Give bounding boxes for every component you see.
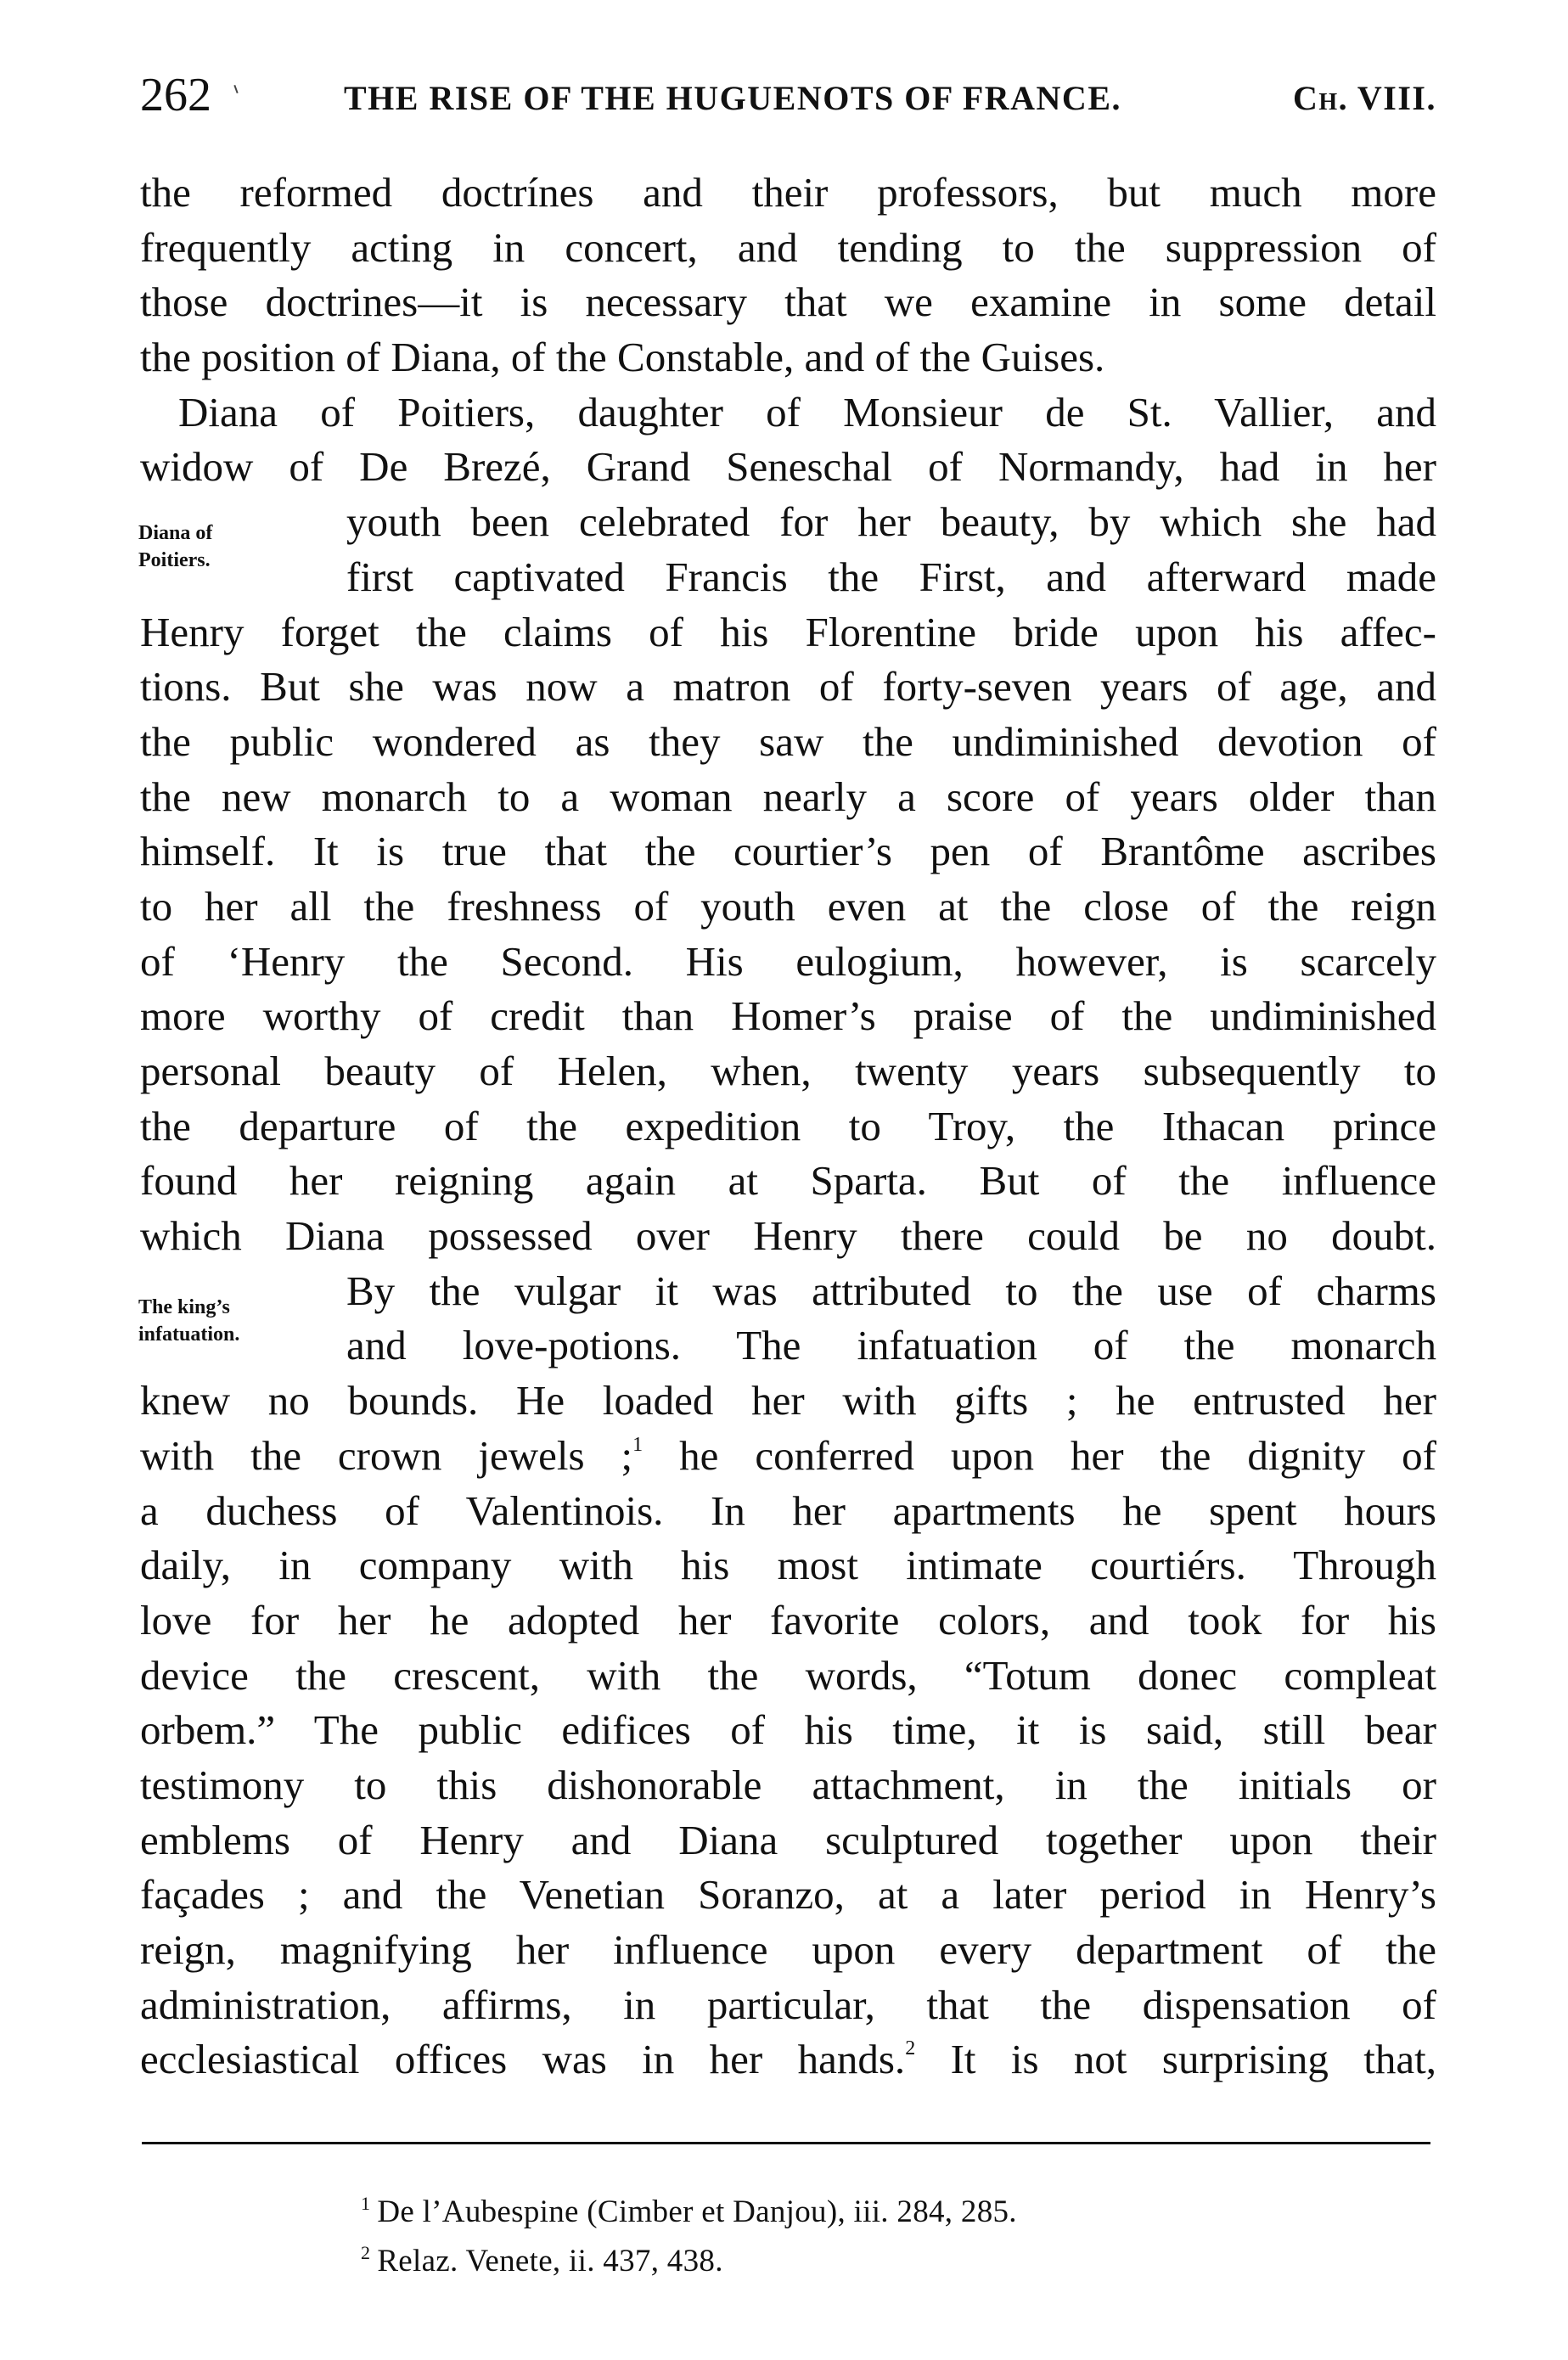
page-number: 262 bbox=[140, 69, 211, 121]
footnote-ref-1[interactable]: 1 bbox=[632, 1433, 643, 1456]
text-line: administration, affirms, in particular, that the dispensation of bbox=[140, 1981, 1436, 2028]
text-line: himself. It is true that the courtier’s pen of Brantôme ascribes bbox=[140, 828, 1436, 875]
body-text bbox=[140, 166, 1436, 2087]
text-line: daily, in company with his most intimate courtiérs. Through bbox=[140, 1542, 1436, 1589]
text-line: to her all the freshness of youth even at the close of the reign bbox=[140, 882, 1436, 930]
footnote-ref-2[interactable]: 2 bbox=[905, 2037, 916, 2060]
running-head-title: THE RISE OF THE HUGUENOTS OF FRANCE. bbox=[344, 79, 1121, 117]
text-line-with-footnote-ref: ecclesiastical offices was in her hands.$^2$ It is not surprising that, bbox=[140, 2036, 1436, 2083]
text-line: orbem.” The public edifices of his time, it is said, still bear bbox=[140, 1706, 1436, 1754]
footnote-1 bbox=[361, 2183, 1017, 2233]
sidenote-line: Diana of bbox=[138, 522, 213, 544]
text-line: found her reigning again at Sparta. But of the influence bbox=[140, 1157, 1436, 1205]
print-speck bbox=[233, 85, 238, 93]
sidenote-line: The king’s bbox=[138, 1296, 230, 1318]
text-line: device the crescent, with the words, “Totum donec compleat bbox=[140, 1651, 1436, 1699]
text-line: a duchess of Valentinois. In her apartments he spent hours bbox=[140, 1486, 1436, 1534]
text-line: first captivated Francis the First, and afterward made bbox=[346, 553, 1436, 600]
sidenote-line: infatuation. bbox=[138, 1323, 240, 1346]
text-line: personal beauty of Helen, when, twenty years subsequently to bbox=[140, 1048, 1436, 1094]
footnote-text: De l’Aubespine (Cimber et Danjou), iii. 284, 285. bbox=[377, 2194, 1017, 2229]
running-head bbox=[140, 70, 1436, 121]
text-line: the position of Diana, of the Constable, and of the Guises. bbox=[140, 334, 1105, 381]
text-line: tions. But she was now a matron of forty-seven years of age, and bbox=[140, 663, 1436, 711]
text-line: frequently acting in concert, and tending to the suppression of bbox=[140, 223, 1436, 271]
text-line: and love-potions. The infatuation of the monarch bbox=[346, 1322, 1436, 1369]
footnote-text: Relaz. Venete, ii. 437, 438. bbox=[377, 2244, 723, 2279]
text-line: of ‘Henry the Second. His eulogium, however, is scarcely bbox=[140, 937, 1436, 985]
footnote-2 bbox=[361, 2233, 1017, 2282]
text-line-with-footnote-ref: with the crown jewels ;$^1$ he conferred upon her the dignity of bbox=[140, 1431, 1436, 1479]
footnotes bbox=[361, 2183, 1017, 2282]
text-line: knew no bounds. He loaded her with gifts ; he entrusted her bbox=[140, 1377, 1436, 1424]
text-line: youth been celebrated for her beauty, by which she had bbox=[346, 498, 1436, 546]
text-line: the reformed doctrínes and their professors, but much more bbox=[140, 169, 1436, 216]
footnote-marker: 2 bbox=[361, 2242, 371, 2263]
text-line: widow of De Brezé, Grand Seneschal of Normandy, had in her bbox=[140, 443, 1436, 491]
text-line: love for her he adopted her favorite colors, and took for his bbox=[140, 1596, 1436, 1644]
sidenote-line: Poitiers. bbox=[138, 549, 211, 571]
chapter-label: Ch. VIII. bbox=[1292, 79, 1436, 117]
text-line: Henry forget the claims of his Florentine bride upon his affec- bbox=[140, 608, 1436, 655]
text-line: testimony to this dishonorable attachment, in the initials or bbox=[140, 1761, 1436, 1808]
text-line: the departure of the expedition to Troy, the Ithacan prince bbox=[140, 1102, 1436, 1149]
footnote-divider bbox=[142, 2142, 1430, 2144]
text-line: façades ; and the Venetian Soranzo, at a later period in Henry’s bbox=[140, 1871, 1436, 1919]
text-line: emblems of Henry and Diana sculptured together upon their bbox=[140, 1816, 1436, 1863]
paragraph-start-line: Diana of Poitiers, daughter of Monsieur de St. Vallier, and bbox=[178, 388, 1436, 435]
text-line: the new monarch to a woman nearly a score of years older than bbox=[140, 773, 1436, 820]
text-line: By the vulgar it was attributed to the use of charms bbox=[346, 1267, 1436, 1314]
text-line: those doctrines—it is necessary that we examine in some detail bbox=[140, 278, 1436, 326]
text-line: the public wondered as they saw the undiminished devotion of bbox=[140, 717, 1436, 765]
text-line: which Diana possessed over Henry there could be no doubt. bbox=[140, 1212, 1436, 1260]
text-line: more worthy of credit than Homer’s praise of the undiminished bbox=[140, 992, 1436, 1040]
footnote-marker: 1 bbox=[361, 2193, 371, 2214]
text-line: reign, magnifying her influence upon every department of the bbox=[140, 1926, 1436, 1973]
